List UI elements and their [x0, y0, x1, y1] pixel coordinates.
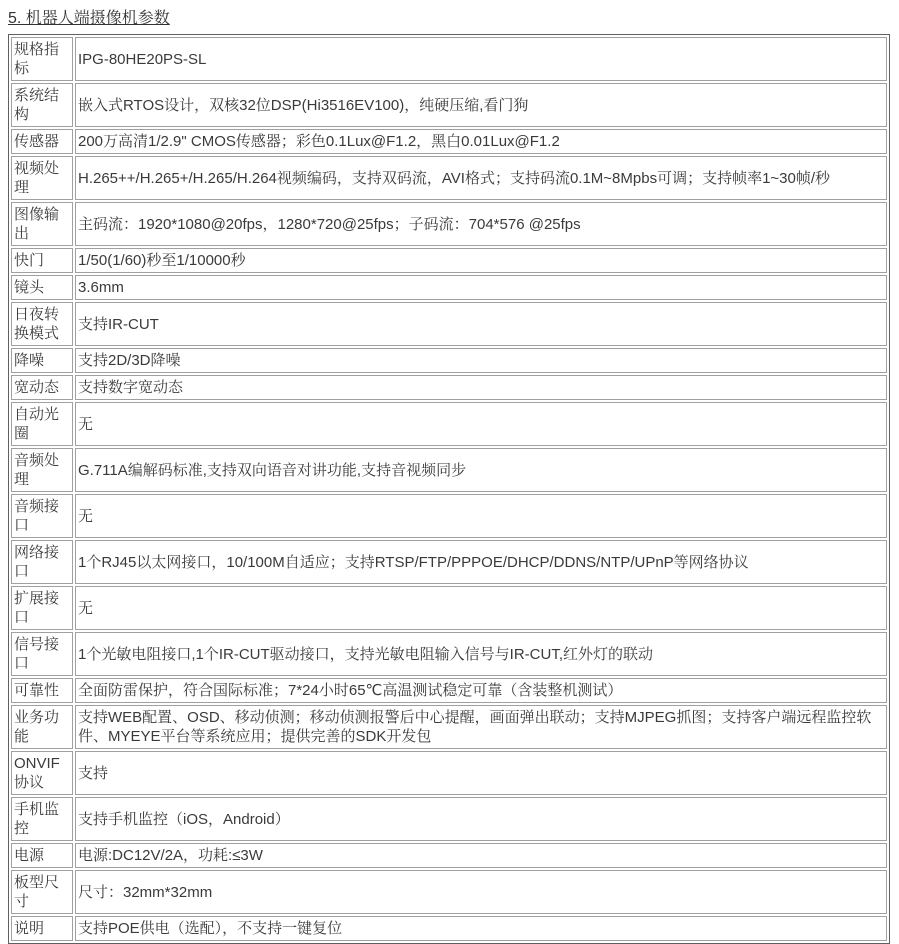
spec-label-cell: 自动光圈 [11, 402, 73, 446]
spec-label-cell: 日夜转换模式 [11, 302, 73, 346]
spec-label-cell: 扩展接口 [11, 586, 73, 630]
spec-value-cell: 1/50(1/60)秒至1/10000秒 [75, 248, 887, 273]
table-row [11, 705, 887, 749]
table-row [11, 843, 887, 868]
table-row [11, 37, 887, 81]
spec-value-cell: G.711A编解码标准,支持双向语音对讲功能,支持音视频同步 [75, 448, 887, 492]
spec-label-cell: 音频接口 [11, 494, 73, 538]
spec-table [8, 34, 890, 944]
spec-table-body [11, 37, 887, 941]
table-row [11, 375, 887, 400]
table-row [11, 348, 887, 373]
spec-label-cell: 规格指标 [11, 37, 73, 81]
table-row [11, 678, 887, 703]
spec-value-cell: H.265++/H.265+/H.265/H.264视频编码，支持双码流，AVI格式；支持码流0.1M~8Mpbs可调；支持帧率1~30帧/秒 [75, 156, 887, 200]
spec-label-cell: 音频处理 [11, 448, 73, 492]
spec-label-cell: 降噪 [11, 348, 73, 373]
table-row [11, 751, 887, 795]
table-row [11, 129, 887, 154]
spec-label-cell: 视频处理 [11, 156, 73, 200]
table-row [11, 916, 887, 941]
table-row [11, 586, 887, 630]
spec-label-cell: 业务功能 [11, 705, 73, 749]
table-row [11, 448, 887, 492]
spec-value-cell: IPG-80HE20PS-SL [75, 37, 887, 81]
spec-label-cell: 快门 [11, 248, 73, 273]
table-row [11, 870, 887, 914]
spec-value-cell: 支持2D/3D降噪 [75, 348, 887, 373]
spec-value-cell: 支持数字宽动态 [75, 375, 887, 400]
table-row [11, 275, 887, 300]
spec-label-cell: 电源 [11, 843, 73, 868]
spec-label-cell: 可靠性 [11, 678, 73, 703]
spec-label-cell: 图像输出 [11, 202, 73, 246]
table-row [11, 540, 887, 584]
spec-value-cell: 无 [75, 586, 887, 630]
table-row [11, 402, 887, 446]
spec-value-cell: 无 [75, 494, 887, 538]
spec-value-cell: 支持手机监控（iOS，Android） [75, 797, 887, 841]
spec-value-cell: 1个光敏电阻接口,1个IR-CUT驱动接口，支持光敏电阻输入信号与IR-CUT,红外灯的联动 [75, 632, 887, 676]
spec-label-cell: 板型尺寸 [11, 870, 73, 914]
page-title: 5. 机器人端摄像机参数 [8, 10, 170, 27]
spec-value-cell: 无 [75, 402, 887, 446]
table-row [11, 202, 887, 246]
spec-value-cell: 主码流：1920*1080@20fps，1280*720@25fps；子码流：704*576 @25fps [75, 202, 887, 246]
spec-value-cell: 尺寸：32mm*32mm [75, 870, 887, 914]
spec-value-cell: 全面防雷保护，符合国际标准；7*24小时65℃高温测试稳定可靠（含装整机测试） [75, 678, 887, 703]
table-row [11, 156, 887, 200]
table-row [11, 302, 887, 346]
spec-label-cell: 传感器 [11, 129, 73, 154]
spec-value-cell: 支持IR-CUT [75, 302, 887, 346]
spec-label-cell: 手机监控 [11, 797, 73, 841]
spec-value-cell: 支持POE供电（选配），不支持一键复位 [75, 916, 887, 941]
spec-value-cell: 嵌入式RTOS设计，双核32位DSP(Hi3516EV100)，纯硬压缩,看门狗 [75, 83, 887, 127]
table-row [11, 632, 887, 676]
spec-label-cell: 网络接口 [11, 540, 73, 584]
spec-label-cell: 说明 [11, 916, 73, 941]
spec-label-cell: 信号接口 [11, 632, 73, 676]
spec-value-cell: 3.6mm [75, 275, 887, 300]
table-row [11, 248, 887, 273]
spec-value-cell: 支持 [75, 751, 887, 795]
spec-label-cell: 镜头 [11, 275, 73, 300]
table-row [11, 797, 887, 841]
spec-label-cell: ONVIF协议 [11, 751, 73, 795]
spec-value-cell: 支持WEB配置、OSD、移动侦测；移动侦测报警后中心提醒，画面弹出联动；支持MJPEG抓图；支持客户端远程监控软件、MYEYE平台等系统应用；提供完善的SDK开发包 [75, 705, 887, 749]
spec-label-cell: 宽动态 [11, 375, 73, 400]
table-row [11, 83, 887, 127]
spec-value-cell: 200万高清1/2.9" CMOS传感器；彩色0.1Lux@F1.2，黑白0.01Lux@F1.2 [75, 129, 887, 154]
spec-value-cell: 1个RJ45以太网接口，10/100M自适应；支持RTSP/FTP/PPPOE/DHCP/DDNS/NTP/UPnP等网络协议 [75, 540, 887, 584]
spec-value-cell: 电源:DC12V/2A，功耗:≤3W [75, 843, 887, 868]
table-row [11, 494, 887, 538]
spec-label-cell: 系统结构 [11, 83, 73, 127]
